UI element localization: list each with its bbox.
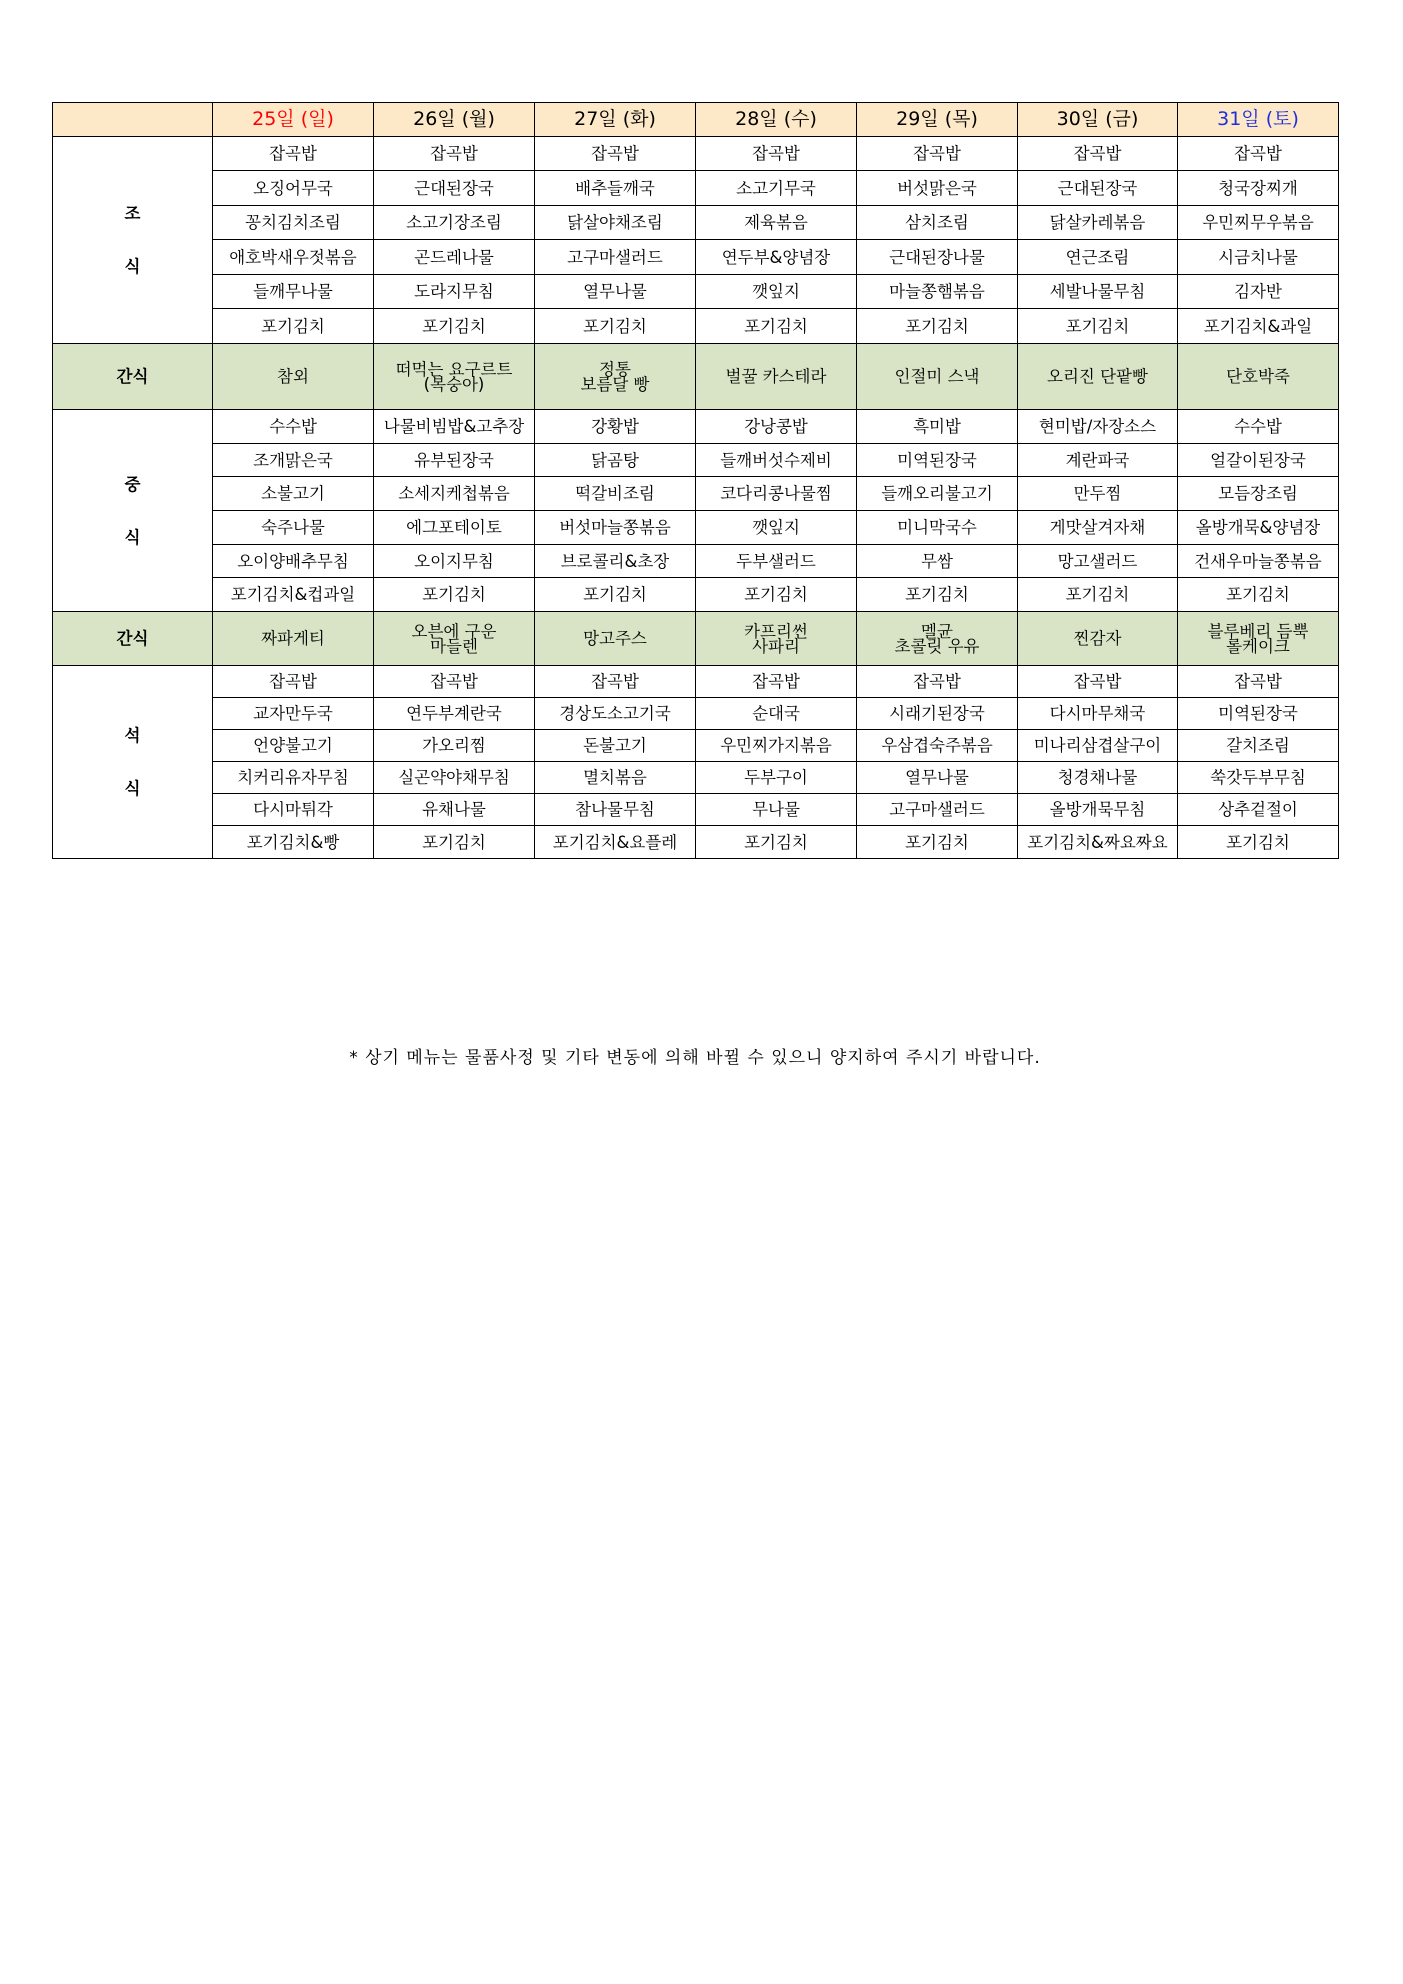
menu-row [53,444,1339,477]
corner-cell [53,103,213,137]
menu-item: 포기김치 [374,578,535,612]
menu-item: 포기김치 [1018,309,1178,344]
snack-item-line: 멜균 [921,621,953,641]
meal-label-bottom: 식 [124,779,141,798]
menu-item: 우민찌가지볶음 [696,730,857,762]
snack-row [53,344,1339,410]
menu-row [53,545,1339,578]
snack-item-line: 벌꿀 카스테라 [725,367,827,386]
menu-item: 잡곡밥 [374,666,535,698]
menu-item: 현미밥/자장소스 [1018,410,1178,444]
menu-item: 소고기장조림 [374,206,535,240]
menu-item: 포기김치 [857,309,1018,344]
day-header: 29일 (목) [857,103,1018,137]
menu-item: 무나물 [696,794,857,826]
snack-item-line: 카프리썬 [744,621,808,641]
meal-label-top: 중 [124,474,141,494]
menu-item: 잡곡밥 [535,137,696,171]
snack-label: 간식 [53,612,213,666]
day-header: 26일 (월) [374,103,535,137]
snack-item [374,344,535,410]
menu-item: 도라지무침 [374,275,535,309]
menu-item: 열무나물 [535,275,696,309]
menu-item: 닭살야채조림 [535,206,696,240]
menu-item: 깻잎지 [696,275,857,309]
snack-item-line: 정통 [599,359,631,379]
menu-item: 시금치나물 [1178,240,1339,275]
meal-label [53,666,213,859]
menu-item: 꽁치김치조림 [213,206,374,240]
menu-item: 망고샐러드 [1018,545,1178,578]
menu-item: 닭곰탕 [535,444,696,477]
day-header: 30일 (금) [1018,103,1178,137]
menu-item: 근대된장국 [1018,171,1178,206]
snack-item [213,344,374,410]
meal-label-bottom: 식 [124,527,141,547]
day-header-row [53,103,1339,137]
menu-item: 청경채나물 [1018,762,1178,794]
menu-item: 강낭콩밥 [696,410,857,444]
menu-item: 곤드레나물 [374,240,535,275]
menu-item: 미역된장국 [857,444,1018,477]
menu-item: 김자반 [1178,275,1339,309]
day-header: 25일 (일) [213,103,374,137]
menu-item: 닭살카레볶음 [1018,206,1178,240]
menu-item: 포기김치 [696,826,857,859]
menu-item: 포기김치&짜요짜요 [1018,826,1178,859]
menu-item: 나물비빔밥&고추장 [374,410,535,444]
menu-item: 연근조림 [1018,240,1178,275]
snack-item [1178,344,1339,410]
menu-item: 깻잎지 [696,511,857,545]
menu-item: 포기김치&요플레 [535,826,696,859]
menu-item: 오징어무국 [213,171,374,206]
menu-item: 미니막국수 [857,511,1018,545]
meal-label-top: 석 [124,726,141,745]
menu-item: 숙주나물 [213,511,374,545]
menu-item: 우민찌무우볶음 [1178,206,1339,240]
snack-item [213,612,374,666]
menu-item: 모듬장조림 [1178,477,1339,511]
snack-item [374,612,535,666]
menu-item: 연두부&양념장 [696,240,857,275]
menu-item: 배추들깨국 [535,171,696,206]
menu-item: 쑥갓두부무침 [1178,762,1339,794]
menu-item: 포기김치&빵 [213,826,374,859]
menu-item: 미역된장국 [1178,698,1339,730]
menu-item: 코다리콩나물찜 [696,477,857,511]
snack-item-line: 오븐에 구운 [411,621,497,641]
menu-item: 연두부계란국 [374,698,535,730]
menu-item: 건새우마늘쫑볶음 [1178,545,1339,578]
menu-item: 포기김치 [857,826,1018,859]
menu-item: 강황밥 [535,410,696,444]
menu-item: 포기김치 [696,578,857,612]
snack-item [1018,344,1178,410]
snack-item-line: (복숭아) [423,374,485,394]
snack-item [1178,612,1339,666]
menu-item: 세발나물무침 [1018,275,1178,309]
snack-item-line: 짜파게티 [261,629,325,648]
menu-row [53,309,1339,344]
menu-row [53,511,1339,545]
menu-item: 포기김치 [1178,578,1339,612]
menu-row [53,477,1339,511]
menu-item: 잡곡밥 [1018,666,1178,698]
snack-item-line: 마들렌 [430,636,478,656]
menu-row [53,275,1339,309]
menu-row [53,794,1339,826]
menu-row [53,410,1339,444]
menu-item: 포기김치 [1018,578,1178,612]
snack-item-line: 찐감자 [1073,629,1122,648]
menu-item: 고구마샐러드 [535,240,696,275]
menu-item: 포기김치 [535,309,696,344]
menu-item: 가오리찜 [374,730,535,762]
menu-item: 버섯마늘쫑볶음 [535,511,696,545]
menu-item: 순대국 [696,698,857,730]
meal-label [53,410,213,612]
menu-item: 계란파국 [1018,444,1178,477]
menu-item: 소불고기 [213,477,374,511]
snack-item-line: 보름달 빵 [580,374,650,394]
menu-item: 잡곡밥 [535,666,696,698]
menu-item: 유채나물 [374,794,535,826]
menu-item: 제육볶음 [696,206,857,240]
snack-item-line: 초콜릿 우유 [894,636,980,656]
meal-label-bottom: 식 [124,257,141,276]
menu-item: 버섯맑은국 [857,171,1018,206]
menu-item: 올방개묵&양념장 [1178,511,1339,545]
menu-item: 참나물무침 [535,794,696,826]
menu-item: 열무나물 [857,762,1018,794]
snack-item [857,612,1018,666]
menu-row [53,206,1339,240]
menu-row [53,826,1339,859]
snack-item [857,344,1018,410]
snack-item-line: 떠먹는 요구르트 [395,359,513,379]
snack-item-line: 블루베리 듬뿍 [1207,621,1309,641]
menu-row [53,137,1339,171]
menu-item: 시래기된장국 [857,698,1018,730]
snack-item-line: 참외 [277,367,309,386]
menu-row [53,762,1339,794]
menu-item: 포기김치&컵과일 [213,578,374,612]
snack-item [1018,612,1178,666]
day-header: 27일 (화) [535,103,696,137]
menu-item: 고구마샐러드 [857,794,1018,826]
menu-item: 미나리삼겹살구이 [1018,730,1178,762]
menu-item: 올방개묵무침 [1018,794,1178,826]
menu-item: 오이지무침 [374,545,535,578]
menu-item: 갈치조림 [1178,730,1339,762]
menu-row [53,171,1339,206]
menu-item: 근대된장국 [374,171,535,206]
menu-item: 멸치볶음 [535,762,696,794]
day-header: 31일 (토) [1178,103,1339,137]
menu-item: 브로콜리&초장 [535,545,696,578]
menu-item: 들깨무나물 [213,275,374,309]
snack-row [53,612,1339,666]
menu-item: 두부샐러드 [696,545,857,578]
menu-item: 경상도소고기국 [535,698,696,730]
snack-item-line: 롤케이크 [1226,636,1290,656]
menu-item: 청국장찌개 [1178,171,1339,206]
menu-item: 무쌈 [857,545,1018,578]
snack-item-line: 사파리 [752,636,800,656]
menu-item: 다시마튀각 [213,794,374,826]
menu-item: 우삼겹숙주볶음 [857,730,1018,762]
menu-item: 게맛살겨자채 [1018,511,1178,545]
menu-row [53,698,1339,730]
menu-item: 오이양배추무침 [213,545,374,578]
menu-item: 흑미밥 [857,410,1018,444]
menu-row [53,666,1339,698]
menu-item: 언양불고기 [213,730,374,762]
snack-item-line: 오리진 단팥빵 [1047,367,1148,386]
snack-item-line: 인절미 스낵 [894,367,980,386]
menu-item: 잡곡밥 [1018,137,1178,171]
menu-item: 교자만두국 [213,698,374,730]
snack-item [696,612,857,666]
day-header: 28일 (수) [696,103,857,137]
menu-item: 소세지케첩볶음 [374,477,535,511]
menu-item: 잡곡밥 [696,666,857,698]
menu-item: 들깨오리불고기 [857,477,1018,511]
menu-item: 잡곡밥 [374,137,535,171]
menu-item: 포기김치 [1178,826,1339,859]
menu-item: 돈불고기 [535,730,696,762]
menu-item: 들깨버섯수제비 [696,444,857,477]
menu-row [53,240,1339,275]
menu-item: 포기김치 [374,309,535,344]
menu-item: 소고기무국 [696,171,857,206]
menu-item: 포기김치 [696,309,857,344]
menu-item: 잡곡밥 [696,137,857,171]
menu-item: 잡곡밥 [857,666,1018,698]
menu-item: 포기김치 [374,826,535,859]
snack-item-line: 망고주스 [583,629,647,648]
menu-change-notice: * 상기 메뉴는 물품사정 및 기타 변동에 의해 바뀔 수 있으니 양지하여 주시기 바랍니다. [349,1048,1041,1068]
menu-row [53,578,1339,612]
menu-item: 만두찜 [1018,477,1178,511]
menu-item: 근대된장나물 [857,240,1018,275]
menu-item: 포기김치 [213,309,374,344]
menu-item: 다시마무채국 [1018,698,1178,730]
meal-label-top: 조 [124,204,141,223]
menu-item: 유부된장국 [374,444,535,477]
menu-row [53,730,1339,762]
menu-item: 상추겉절이 [1178,794,1339,826]
menu-item: 실곤약야채무침 [374,762,535,794]
menu-item: 마늘쫑햄볶음 [857,275,1018,309]
snack-item [535,344,696,410]
weekly-menu-table [52,102,1339,859]
menu-item: 잡곡밥 [1178,137,1339,171]
menu-item: 삼치조림 [857,206,1018,240]
menu-item: 잡곡밥 [213,666,374,698]
snack-label: 간식 [53,344,213,410]
menu-item: 포기김치 [857,578,1018,612]
menu-item: 애호박새우젓볶음 [213,240,374,275]
snack-item [696,344,857,410]
menu-item: 조개맑은국 [213,444,374,477]
snack-item-line: 단호박죽 [1226,367,1290,386]
menu-item: 두부구이 [696,762,857,794]
menu-item: 포기김치 [535,578,696,612]
snack-item [535,612,696,666]
menu-item: 잡곡밥 [857,137,1018,171]
menu-item: 잡곡밥 [213,137,374,171]
menu-item: 포기김치&과일 [1178,309,1339,344]
menu-item: 떡갈비조림 [535,477,696,511]
menu-item: 수수밥 [213,410,374,444]
menu-item: 잡곡밥 [1178,666,1339,698]
menu-item: 얼갈이된장국 [1178,444,1339,477]
menu-item: 에그포테이토 [374,511,535,545]
menu-item: 치커리유자무침 [213,762,374,794]
meal-label [53,137,213,344]
menu-item: 수수밥 [1178,410,1339,444]
